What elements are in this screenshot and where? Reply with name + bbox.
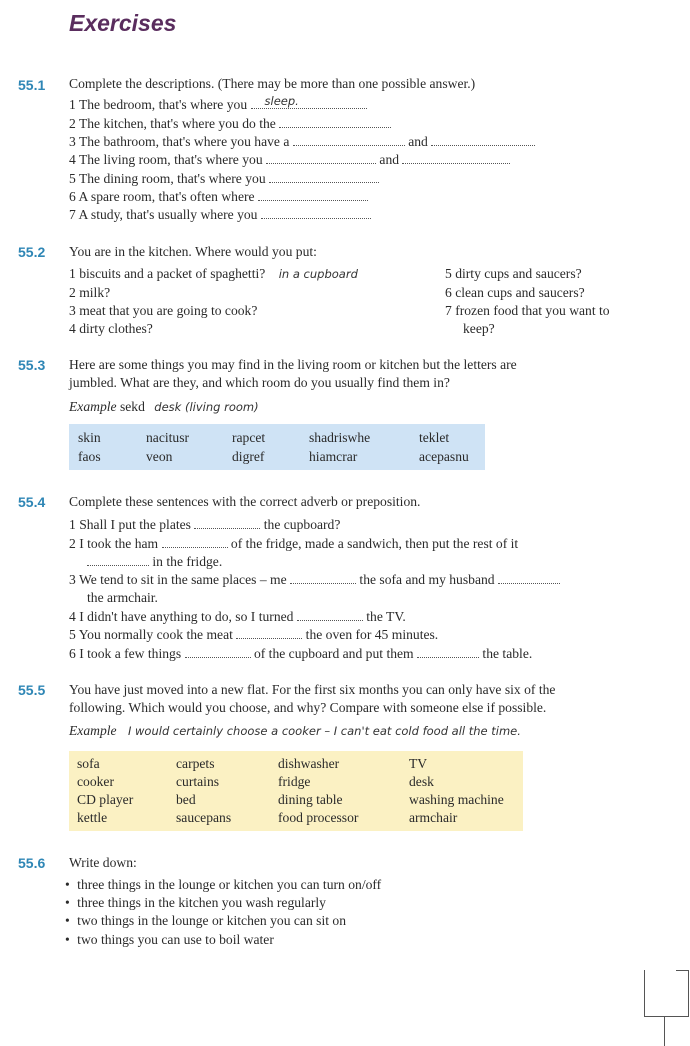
item-text: keep? xyxy=(463,321,495,336)
answer-blank[interactable] xyxy=(290,573,356,584)
example-line xyxy=(69,723,521,739)
item-number: 7 xyxy=(445,303,452,318)
section-number: 55.6 xyxy=(18,855,46,871)
item-text: biscuits and a packet of spaghetti? xyxy=(79,266,266,281)
bullet-text: three things in the kitchen you wash regularly xyxy=(77,895,326,910)
exercise-item xyxy=(69,266,358,282)
item-text: The bathroom, that's where you have a xyxy=(78,134,293,149)
item-number: 2 xyxy=(69,536,76,551)
page-corner-mark xyxy=(688,970,689,1016)
answer-blank[interactable] xyxy=(258,190,368,201)
section-instruction: jumbled. What are they, and which room do you usually find them in? xyxy=(69,375,450,390)
item-text: I didn't have anything to do, so I turned xyxy=(79,609,297,624)
item-text: The kitchen, that's where you do the xyxy=(78,116,280,131)
answer-blank[interactable] xyxy=(279,117,391,128)
item-text: of the fridge, made a sandwich, then put the rest of it xyxy=(227,536,519,551)
item-word: saucepans xyxy=(176,810,232,825)
exercise-item xyxy=(69,94,367,113)
item-text: The living room, that's where you xyxy=(78,152,267,167)
exercise-item xyxy=(69,189,368,205)
item-word: washing machine xyxy=(409,792,504,807)
item-text: frozen food that you want to xyxy=(455,303,610,318)
example-label: Example xyxy=(69,723,117,738)
item-text: The dining room, that's where you xyxy=(78,171,270,186)
exercise-item xyxy=(69,321,153,337)
page-title: Exercises xyxy=(69,10,177,36)
answer-blank[interactable] xyxy=(498,573,560,584)
exercise-item xyxy=(69,536,518,552)
item-text: of the cupboard and put them xyxy=(250,646,418,661)
item-number: 6 xyxy=(445,285,452,300)
section-number: 55.5 xyxy=(18,682,46,698)
section-number: 55.1 xyxy=(18,77,46,93)
item-number: 6 xyxy=(69,646,76,661)
item-number: 2 xyxy=(69,116,76,131)
bullet-text: three things in the lounge or kitchen you can turn on/off xyxy=(77,877,382,892)
item-text: the TV. xyxy=(362,609,406,624)
exercise-item xyxy=(69,646,532,662)
answer-blank[interactable] xyxy=(269,172,379,183)
item-number: 1 xyxy=(69,517,76,532)
item-text: You normally cook the meat xyxy=(78,627,237,642)
exercise-item xyxy=(69,285,110,301)
section-instruction: following. Which would you choose, and why? Compare with someone else if possible. xyxy=(69,700,547,715)
answer-blank[interactable] xyxy=(194,518,260,529)
item-word: cooker xyxy=(77,774,114,789)
answer-blank[interactable] xyxy=(402,153,510,164)
item-word: sofa xyxy=(77,756,100,771)
exercise-item xyxy=(69,171,379,187)
section-instruction: Complete the descriptions. (There may be more than one possible answer.) xyxy=(69,76,476,91)
item-number: 3 xyxy=(69,572,76,587)
handwritten-answer: I would certainly choose a cooker – I can't eat cold food all the time. xyxy=(127,724,521,738)
example-word: sekd xyxy=(119,399,145,414)
item-text: milk? xyxy=(79,285,111,300)
answer-blank[interactable] xyxy=(431,135,535,146)
item-number: 4 xyxy=(69,321,76,336)
section-number: 55.4 xyxy=(18,494,46,510)
item-number: 5 xyxy=(445,266,452,281)
bullet-item xyxy=(65,895,326,911)
answer-blank[interactable] xyxy=(87,555,149,566)
item-text: clean cups and saucers? xyxy=(455,285,585,300)
item-number: 6 xyxy=(69,189,76,204)
item-text: in the fridge. xyxy=(149,554,223,569)
item-word: CD player xyxy=(77,792,134,807)
exercise-item xyxy=(69,627,438,643)
item-number: 5 xyxy=(69,171,76,186)
bullet-item xyxy=(65,932,274,948)
jumbled-word: veon xyxy=(146,449,173,464)
answer-blank[interactable] xyxy=(162,537,228,548)
handwritten-answer: sleep. xyxy=(264,94,299,108)
section-instruction: You are in the kitchen. Where would you put: xyxy=(69,244,317,259)
item-number: 1 xyxy=(69,266,76,281)
exercise-item xyxy=(69,572,560,588)
item-word: curtains xyxy=(176,774,220,789)
jumbled-word: skin xyxy=(78,430,101,445)
handwritten-answer: in a cupboard xyxy=(278,267,358,281)
item-text: dirty cups and saucers? xyxy=(455,266,582,281)
item-number: 4 xyxy=(69,609,76,624)
bullet-text: two things you can use to boil water xyxy=(77,932,274,947)
answer-blank[interactable] xyxy=(236,628,302,639)
answer-blank[interactable] xyxy=(297,610,363,621)
page-corner-mark xyxy=(644,970,689,1017)
bullet-icon: • xyxy=(65,877,70,892)
jumbled-word: digref xyxy=(232,449,265,464)
item-text: the sofa and my husband xyxy=(356,572,498,587)
exercise-item xyxy=(69,152,510,168)
bullet-icon: • xyxy=(65,932,70,947)
item-text: I took the ham xyxy=(79,536,162,551)
item-number: 4 xyxy=(69,152,76,167)
exercise-item xyxy=(69,207,371,223)
exercise-item xyxy=(463,321,495,337)
item-text: dirty clothes? xyxy=(79,321,153,336)
item-text: meat that you are going to cook? xyxy=(79,303,258,318)
section-instruction: Here are some things you may find in the living room or kitchen but the letters are xyxy=(69,357,517,372)
example-label: Example xyxy=(69,399,117,414)
page-corner-mark xyxy=(664,1016,665,1046)
item-text: I took a few things xyxy=(79,646,185,661)
item-text: A spare room, that's often where xyxy=(78,189,258,204)
item-word: bed xyxy=(176,792,196,807)
item-word: TV xyxy=(409,756,428,771)
exercise-item xyxy=(445,303,610,319)
item-text: and xyxy=(404,134,432,149)
section-number: 55.3 xyxy=(18,357,46,373)
item-text: We tend to sit in the same places – me xyxy=(78,572,291,587)
page-corner-mark xyxy=(676,970,688,971)
jumbled-word: teklet xyxy=(419,430,450,445)
answer-blank[interactable] xyxy=(185,647,251,658)
exercise-item xyxy=(69,609,406,625)
item-text: Shall I put the plates xyxy=(79,517,195,532)
item-word: desk xyxy=(409,774,434,789)
item-number: 2 xyxy=(69,285,76,300)
item-number: 3 xyxy=(69,134,76,149)
item-word: food processor xyxy=(278,810,359,825)
bullet-item xyxy=(65,877,381,893)
jumbled-word: shadriswhe xyxy=(309,430,371,445)
item-word: dishwasher xyxy=(278,756,340,771)
jumbled-word: acepasnu xyxy=(419,449,469,464)
exercise-item xyxy=(69,116,391,132)
item-text: and xyxy=(376,152,403,167)
handwritten-answer: desk (living room) xyxy=(154,400,259,414)
word-box xyxy=(69,751,523,831)
item-word: kettle xyxy=(77,810,108,825)
jumbled-word: nacitusr xyxy=(146,430,190,445)
answer-blank[interactable] xyxy=(261,208,371,219)
section-instruction: Write down: xyxy=(69,855,137,870)
item-number: 1 xyxy=(69,97,76,112)
item-number: 7 xyxy=(69,207,76,222)
item-text: the oven for 45 minutes. xyxy=(302,627,439,642)
jumbled-word: faos xyxy=(78,449,101,464)
exercise-item xyxy=(69,134,535,150)
section-instruction: Complete these sentences with the correct adverb or preposition. xyxy=(69,494,421,509)
bullet-item xyxy=(65,913,346,929)
answer-blank[interactable] xyxy=(417,647,479,658)
bullet-icon: • xyxy=(65,895,70,910)
exercise-item xyxy=(445,266,582,282)
item-text: A study, that's usually where you xyxy=(78,207,261,222)
item-text: the table. xyxy=(479,646,533,661)
exercise-item: the armchair. xyxy=(87,590,158,605)
bullet-text: two things in the lounge or kitchen you can sit on xyxy=(77,913,346,928)
item-text: the cupboard? xyxy=(260,517,341,532)
section-number: 55.2 xyxy=(18,244,46,260)
exercise-item xyxy=(69,517,340,533)
section-instruction: You have just moved into a new flat. For the first six months you can only have six of the xyxy=(69,682,556,697)
jumbled-word: rapcet xyxy=(232,430,266,445)
answer-blank[interactable] xyxy=(293,135,405,146)
answer-blank[interactable] xyxy=(266,153,376,164)
item-word: armchair xyxy=(409,810,458,825)
item-word: carpets xyxy=(176,756,215,771)
jumbled-word: hiamcrar xyxy=(309,449,358,464)
example-line xyxy=(69,399,259,415)
item-number: 3 xyxy=(69,303,76,318)
item-word: dining table xyxy=(278,792,343,807)
item-text: The bedroom, that's where you xyxy=(78,97,251,112)
bullet-icon: • xyxy=(65,913,70,928)
item-word: fridge xyxy=(278,774,311,789)
item-number: 5 xyxy=(69,627,76,642)
word-box xyxy=(69,424,485,470)
answer-blank[interactable] xyxy=(251,94,367,109)
exercise-item xyxy=(69,303,257,319)
exercise-item xyxy=(445,285,585,301)
exercise-item xyxy=(87,554,222,570)
